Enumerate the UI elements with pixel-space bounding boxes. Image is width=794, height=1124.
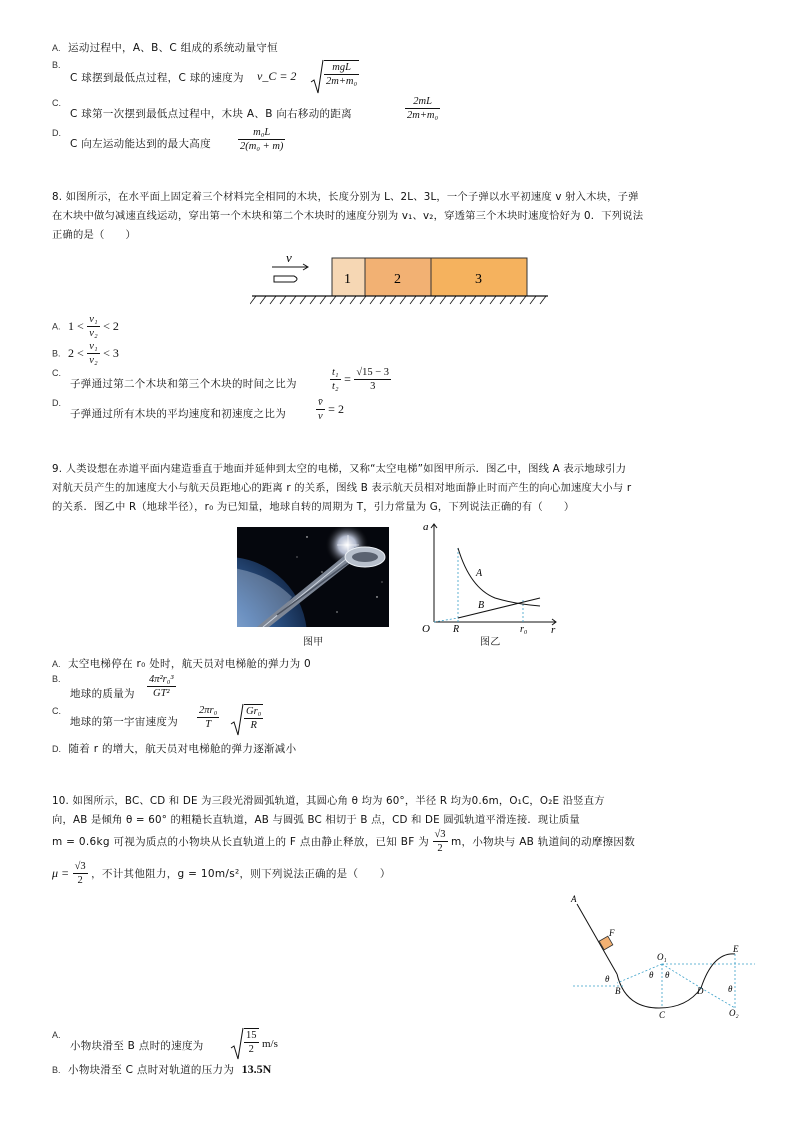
option-text: C 球第一次摆到最低点过程中，木块 A、B 向右移动的距离 xyxy=(70,108,352,120)
stem-line: 的关系．图乙中 R（地球半径），r₀ 为已知量，地球自转的周期为 T，引力常量为 G，下列说法正确的有（ ） xyxy=(52,501,575,513)
q10-option-b xyxy=(52,1062,271,1077)
option-fraction: $\frac{\text{v₁}}{\text{v₂}}$ xyxy=(89,341,98,366)
arc-DE xyxy=(701,954,735,988)
block-3-label: 3 xyxy=(475,272,482,287)
point-F-label: F xyxy=(609,928,615,938)
option-text: 子弹通过所有木块的平均速度和初速度之比为 xyxy=(70,408,286,420)
figure-caption-yi: 图乙 xyxy=(480,637,501,648)
option-text: 子弹通过第二个木块和第三个木块的时间之比为 xyxy=(70,378,297,390)
space-elevator-photo xyxy=(237,527,389,627)
ground-hatching xyxy=(250,296,546,304)
track-figure xyxy=(565,890,760,1020)
option-text: 太空电梯停在 r₀ 处时，航天员对电梯舱的弹力为 0 xyxy=(68,658,312,670)
line-B xyxy=(458,598,540,618)
sqrt-sign xyxy=(310,58,324,96)
option-letter: C. xyxy=(52,98,61,108)
theta-label-1: θ xyxy=(605,974,610,984)
option-letter: D. xyxy=(52,744,61,754)
option-text: C 球摆到最低点过程，C 球的速度为 xyxy=(70,72,244,84)
option-letter: B. xyxy=(52,674,61,684)
stem-line: 对航天员产生的加速度大小与航天员距地心的距离 r 的关系，图线 B 表示航天员相对地面静止时而产生的向心加速度大小与 r xyxy=(52,482,632,494)
q8-figure xyxy=(250,246,550,308)
point-B-label: B xyxy=(615,986,621,996)
option-text: C 向左运动能达到的最大高度 xyxy=(70,138,211,150)
option-fraction: $\frac{\text{v₁}}{\text{v₂}}$ xyxy=(89,314,98,339)
q8-option-b xyxy=(52,340,119,367)
block-1-label: 1 xyxy=(344,272,351,287)
q8-stem xyxy=(52,188,752,245)
x-axis-label: r xyxy=(551,624,556,634)
stem-line: 在木块中做匀减速直线运动，穿出第一个木块和第二个木块时的速度分别为 v₁、v₂，穿透第三个木块时速度恰好为 0．下列说法 xyxy=(52,210,644,222)
q7-option-a xyxy=(52,40,278,55)
stem-line: 9. 人类设想在赤道平面内建造垂直于地面并延伸到太空的电梯，又称“太空电梯”如图甲所示．图乙中，图线 A 表示地球引力 xyxy=(52,463,627,475)
option-fraction: $\frac{2mL}{\text{2m+m₀}}$ xyxy=(407,96,439,121)
option-lhs: 2 < xyxy=(68,346,84,360)
line-B-label: B xyxy=(478,600,485,611)
option-fraction: $\frac{\text{2πr₀}}{T}$ xyxy=(199,705,218,730)
option-letter: B. xyxy=(52,1065,61,1075)
option-letter: A. xyxy=(52,321,61,332)
acceleration-graph xyxy=(420,518,560,634)
incline-AB xyxy=(577,904,617,974)
q10-stem xyxy=(52,792,762,830)
option-unit: m/s xyxy=(262,1038,278,1050)
stem-line: 向，AB 是倾角 θ = 60° 的粗糙长直轨道，AB 与圆弧 BC 相切于 B 点，CD 和 DE 圆弧轨道平滑连接．现让质量 xyxy=(52,814,580,826)
block-2-label: 2 xyxy=(394,272,401,287)
option-value: 13.5N xyxy=(241,1062,272,1076)
option-text: 小物块滑至 C 点时对轨道的压力为 xyxy=(68,1064,235,1076)
theta-label-3: θ xyxy=(665,970,670,980)
theta-label-4: θ xyxy=(728,984,733,994)
R-tick-label: R xyxy=(453,624,460,634)
bullet-shape xyxy=(274,276,297,282)
option-letter: C. xyxy=(52,368,61,378)
point-D-label: D xyxy=(697,986,704,996)
figure-caption-jia: 图甲 xyxy=(303,637,324,648)
q8-option-a xyxy=(52,313,119,340)
stem-line: 10. 如图所示，BC、CD 和 DE 为三段光滑圆弧轨道，其圆心角 θ 均为 60°，半径 R 均为0.6m，O₁C，O₂E 沿竖直方 xyxy=(52,795,605,807)
option-text: 运动过程中，A、B、C 组成的系统动量守恒 xyxy=(68,42,278,54)
curve-A-label: A xyxy=(476,568,483,579)
point-O1-label: O₁ xyxy=(657,952,667,962)
option-rhs: < 2 xyxy=(103,319,119,333)
option-fraction: $\frac{\text{4π²r₀³}}{\text{GT²}}$ xyxy=(149,674,174,699)
q10-stem-line-3: m = 0.6kg 可视为质点的小物块从长直轨道上的 F 点由静止释放，已知 BF 为 $\frac{√3}{2}$ m，小物块与 AB 轨道间的动摩擦因数 xyxy=(52,829,636,854)
option-letter: A. xyxy=(52,43,61,53)
option-formula: $\frac{\text{t₁}}{\text{t₂}}$ = $\frac{√15 - 3}{3}$ xyxy=(332,367,390,392)
stem-line: 8. 如图所示，在水平面上固定着三个材料完全相同的木块，长度分别为 L、2L、3L，一个子弹以水平初速度 v 射入木块，子弹 xyxy=(52,191,639,203)
option-text: 小物块滑至 B 点时的速度为 xyxy=(70,1040,204,1052)
option-text: 随着 r 的增大，航天员对电梯舱的弹力逐渐减小 xyxy=(68,743,297,755)
q9-option-a xyxy=(52,656,311,671)
r0-tick-label: r₀ xyxy=(520,624,528,634)
arc-BCD xyxy=(617,974,701,1008)
point-E-label: E xyxy=(733,944,739,954)
sqrt-sign xyxy=(230,702,244,738)
velocity-label: v xyxy=(286,250,292,265)
option-formula: $\frac{v̄}{v}$ = 2 xyxy=(318,397,344,422)
q9-option-d xyxy=(52,741,296,756)
option-fraction-root: $\frac{\text{Gr₀}}{R}$ xyxy=(246,706,262,731)
option-lhs: 1 < xyxy=(68,319,84,333)
option-text: 地球的质量为 xyxy=(70,688,135,700)
origin-label: O xyxy=(422,623,430,634)
option-letter: B. xyxy=(52,348,61,359)
option-letter: D. xyxy=(52,398,61,408)
option-letter: C. xyxy=(52,706,61,716)
q10-stem-line-4: μ = $\frac{√3}{2}$ ，不计其他阻力，g = 10m/s²，则下列说法正确的是（ ） xyxy=(52,861,391,886)
block-F xyxy=(599,936,613,950)
point-A-label: A xyxy=(571,894,577,904)
option-letter: A. xyxy=(52,659,61,669)
point-O2-label: O₂ xyxy=(729,1008,739,1018)
option-formula-lhs: v_C = 2 xyxy=(257,69,297,83)
theta-label-2: θ xyxy=(649,970,654,980)
option-letter: B. xyxy=(52,60,61,70)
option-letter: D. xyxy=(52,128,61,138)
option-fraction: $\frac{15}{2}$ xyxy=(246,1030,257,1055)
option-text: 地球的第一宇宙速度为 xyxy=(70,716,178,728)
q9-stem xyxy=(52,460,752,517)
option-fraction: $\frac{\text{m₀L}}{\text{2(m₀ + m)}}$ xyxy=(240,127,284,152)
option-rhs: < 3 xyxy=(103,346,119,360)
point-C-label: C xyxy=(659,1010,666,1020)
stem-line: 正确的是（ ） xyxy=(52,229,136,241)
y-axis-label: a xyxy=(423,521,429,533)
curve-A xyxy=(458,548,540,606)
option-letter: A. xyxy=(52,1030,61,1040)
sqrt-sign xyxy=(230,1026,244,1062)
option-fraction: mgL 2m+m₀ xyxy=(326,62,358,87)
